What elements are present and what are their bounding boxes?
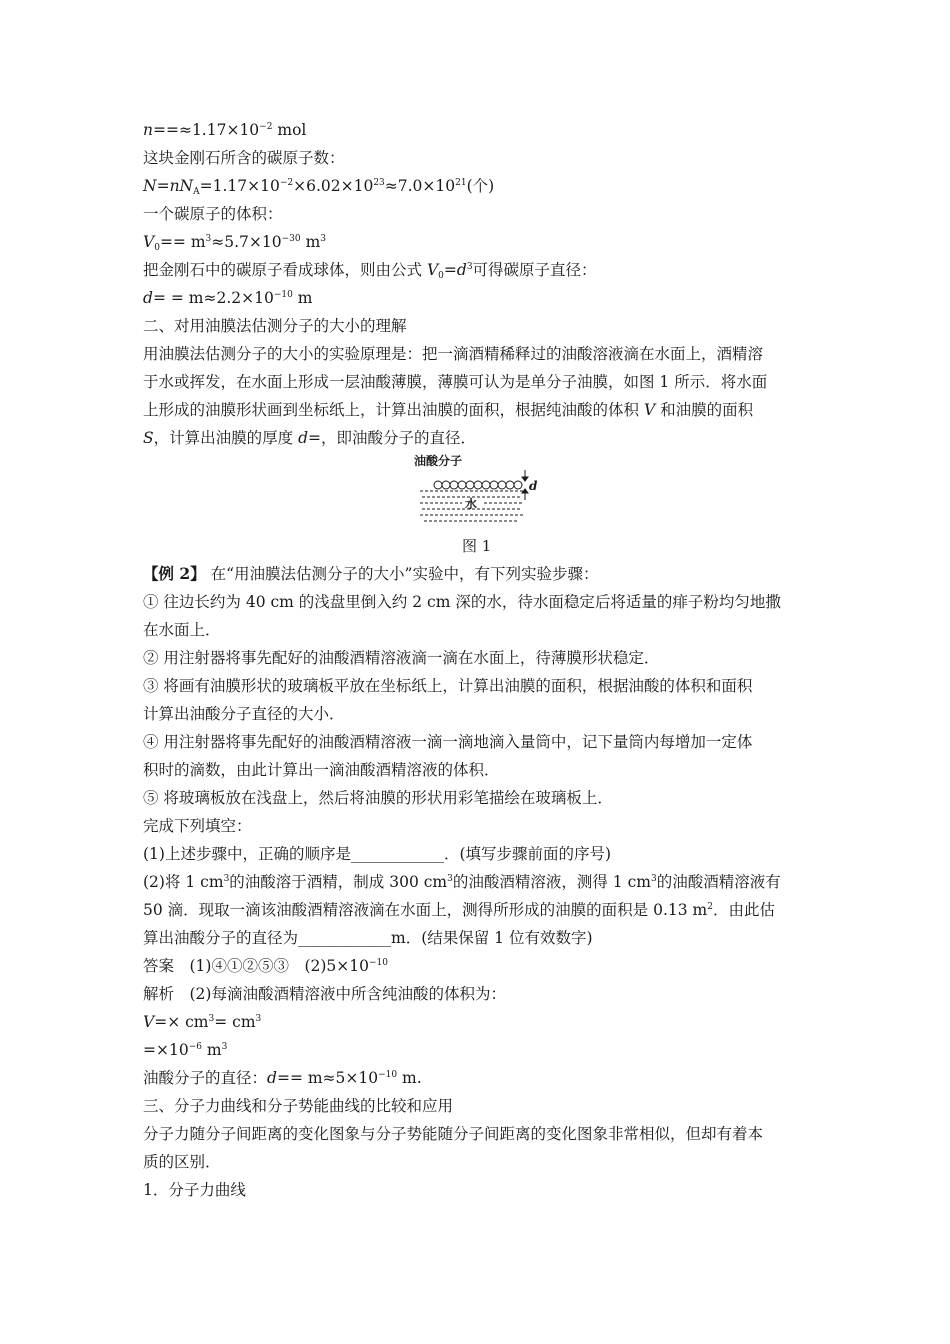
text-line: 计算出油酸分子直径的大小． <box>143 705 345 723</box>
text-line: 油酸分子的直径：$d== m\approx 5\times 10^{-10}$ m. <box>143 1069 422 1087</box>
subsection-heading: 1．分子力曲线 <box>143 1181 246 1199</box>
text-line: (1)上述步骤中，正确的顺序是____________．(填写步骤前面的序号) <box>143 845 612 863</box>
text-line: $=\times 10^{-6}$ $m^3$ <box>143 1041 228 1059</box>
text-line: 完成下列填空： <box>143 817 252 835</box>
text-line: 分子力随分子间距离的变化图象与分子势能随分子间距离的变化图象非常相似，但却有着本 <box>143 1125 764 1143</box>
text-line: 这块金刚石所含的碳原子数： <box>143 149 345 167</box>
example-heading: 【例 2】 在“用油膜法估测分子的大小”实验中，有下列实验步骤： <box>143 564 599 583</box>
text-line: $d= = m\approx 2.2\times 10^{-10}$ m <box>143 289 313 307</box>
text-line: $V=\times cm^3= cm^3$ <box>143 1013 262 1031</box>
text-line: $V_0== m^3\approx 5.7\times 10^{-30}$ $m^3$ <box>143 233 326 253</box>
text-line: ⑤ 将玻璃板放在浅盘上，然后将油膜的形状用彩笔描绘在玻璃板上． <box>143 789 613 807</box>
answer-line: 答案 (1)④①②⑤③ $(2)5\times 10^{-10}$ <box>143 957 388 975</box>
section-heading: 三、分子力曲线和分子势能曲线的比较和应用 <box>143 1097 454 1115</box>
text-line: 用油膜法估测分子的大小的实验原理是：把一滴酒精稀释过的油酸溶液滴在水面上，酒精溶 <box>143 345 764 363</box>
text-line: 质的区别． <box>143 1153 221 1171</box>
section-heading: 二、对用油膜法估测分子的大小的理解 <box>143 317 407 335</box>
text-line: S，计算出油膜的厚度 d=，即油酸分子的直径． <box>143 429 476 447</box>
text-line: 50 滴．现取一滴该油酸酒精溶液滴在水面上，测得所形成的油膜的面积是 0.13 $m^2$．由此估 <box>143 901 775 919</box>
text-line: 把金刚石中的碳原子看成球体，则由公式 $V_0=d^3$可得碳原子直径： <box>143 261 597 281</box>
figure-label-molecules: 油酸分子 <box>414 454 463 468</box>
figure-label-d: d <box>529 479 538 493</box>
text-line: 积时的滴数，由此计算出一滴油酸酒精溶液的体积． <box>143 761 500 779</box>
text-line: 一个碳原子的体积： <box>143 205 283 223</box>
text-line: 在水面上． <box>143 621 221 639</box>
analysis-line: 解析 (2)每滴油酸酒精溶液中所含纯油酸的体积为： <box>143 985 506 1003</box>
text-line: $n==\approx 1.17\times 10^{-2}$ mol <box>143 121 307 139</box>
thickness-arrows <box>522 470 528 500</box>
text-line: ② 用注射器将事先配好的油酸酒精溶液滴一滴在水面上，待薄膜形状稳定． <box>143 649 660 667</box>
text-line: ④ 用注射器将事先配好的油酸酒精溶液一滴一滴地滴入量筒中，记下量筒内每增加一定体 <box>143 733 753 751</box>
text-line: 于水或挥发，在水面上形成一层油酸薄膜，薄膜可认为是单分子油膜，如图 1 所示．将水面 <box>143 373 768 391</box>
figure-label-water: 水 <box>465 497 478 511</box>
text-line: (2)将 1 $cm^3$的油酸溶于酒精，制成 300 $cm^3$的油酸酒精溶液，测得 1 $cm^3$的油酸酒精溶液有 <box>143 873 781 891</box>
text-line: ③ 将画有油膜形状的玻璃板平放在坐标纸上，计算出油膜的面积，根据油酸的体积和面积 <box>143 677 753 695</box>
oil-film-figure <box>412 452 542 532</box>
text-line: 上形成的油膜形状画到坐标纸上，计算出油膜的面积，根据纯油酸的体积 V 和油膜的面积 <box>143 401 754 419</box>
oil-molecules <box>434 481 522 489</box>
text-line: 算出油酸分子的直径为____________m．(结果保留 1 位有效数字) <box>143 929 593 947</box>
figure-caption: 图 1 <box>462 537 492 555</box>
text-line: ① 往边长约为 40 cm 的浅盘里倒入约 2 cm 深的水，待水面稳定后将适量的痱子粉均匀地撒 <box>143 593 781 611</box>
text-line: $N=nN_A=1.17\times 10^{-2}\times 6.02\times 10^{23}\approx 7.0\times 10^{21}$(个) <box>143 177 495 197</box>
